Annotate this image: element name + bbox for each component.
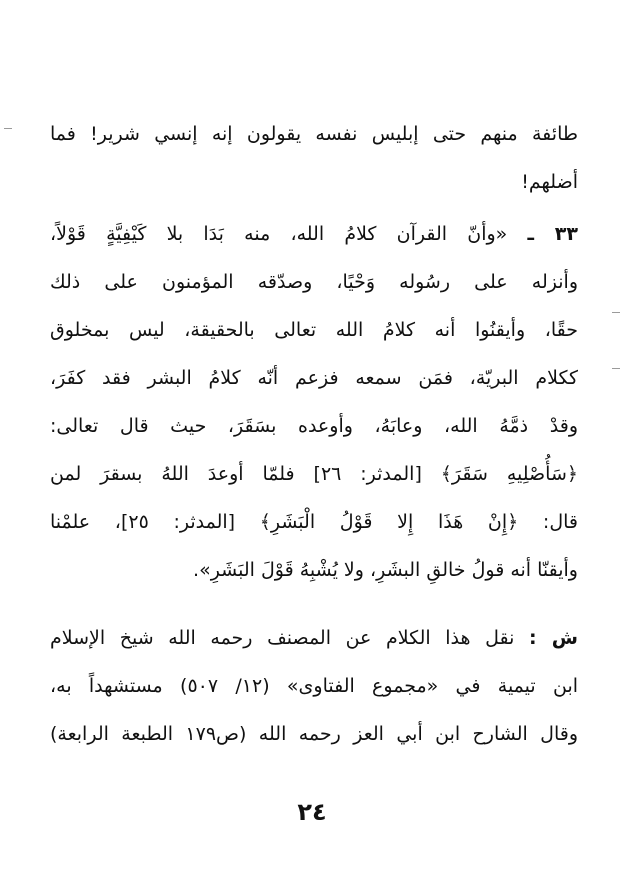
margin-mark: [4, 128, 12, 129]
margin-mark: [612, 312, 620, 313]
intro-line-2: أضلهم!: [521, 171, 578, 193]
section-33-text-1: «وأنّ القرآن كلامُ الله، منه بَدَا بلا كَيْفِيَّةٍ قَوْلاً،: [50, 223, 508, 245]
section-33-line-5: وقدْ ذمَّهُ الله، وعابَهُ، وأوعده بسَقَرَ، حيث قال تعالى:: [50, 415, 578, 437]
section-number: ٣٣ ـ: [527, 223, 578, 245]
section-33-line-6: ﴿سَأُصْلِيهِ سَقَرَ﴾ [المدثر: ٢٦] فلمّا أوعدَ اللهُ بسقرَ لمن: [50, 463, 578, 485]
commentary-line-1: [50, 618, 578, 658]
commentary-line-2: ابن تيمية في «مجموع الفتاوى» (١٢/ ٥٠٧) مستشهداً به،: [50, 675, 578, 697]
page-number: ٢٤: [297, 798, 327, 826]
commentary-line-3: وقال الشارح ابن أبي العز رحمه الله (ص١٧٩ الطبعة الرابعة): [50, 723, 578, 745]
main-text: [50, 0, 578, 885]
commentary-text-1: نقل هذا الكلام عن المصنف رحمه الله شيخ الإسلام: [50, 627, 515, 649]
intro-line-1: طائفة منهم حتى إبليس نفسه يقولون إنه إنسي شرير! فما: [50, 123, 578, 145]
commentary-label: ش :: [529, 627, 578, 649]
section-33-line-4: ككلام البريّة، فمَن سمعه فزعم أنّه كلامُ البشر فقد كفَرَ،: [50, 367, 578, 389]
section-33-line-8: وأيقنّا أنه قولُ خالقِ البشَرِ، ولا يُشْبِهُ قَوْلَ البَشَرِ».: [193, 559, 578, 581]
section-33-line-3: حقًا، وأيقنُوا أنه كلامُ الله تعالى بالحقيقة، ليس بمخلوق: [50, 319, 578, 341]
section-33-line-2: وأنزله على رسُوله وَحْيًا، وصدّقه المؤمنون على ذلك: [50, 271, 578, 293]
margin-mark: [612, 368, 620, 369]
section-33-line-1: [50, 214, 578, 254]
section-33-line-7: قال: ﴿إِنْ هَذَا إِلا قَوْلُ الْبَشَرِ﴾ [المدثر: ٢٥]، علمْنا: [50, 511, 578, 533]
